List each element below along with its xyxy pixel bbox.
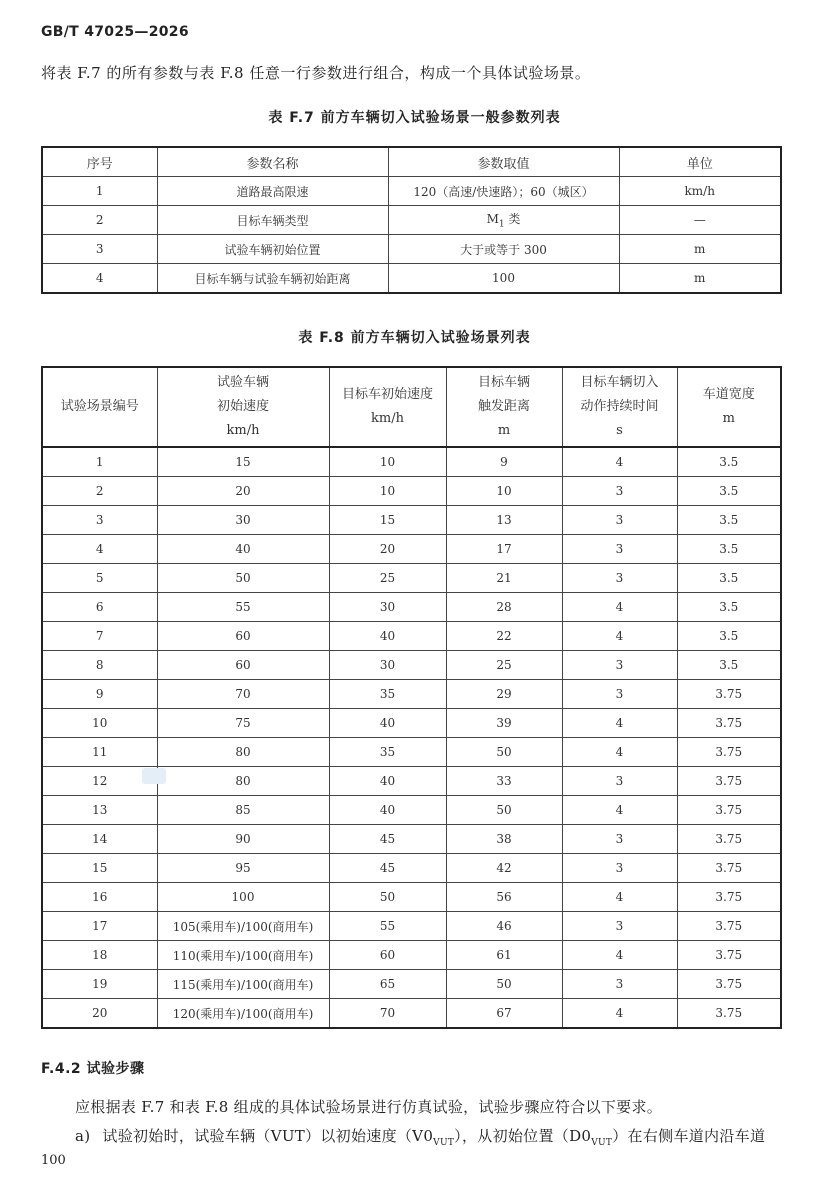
cell-lane-width: 3.75 — [677, 825, 781, 854]
standard-number: GB/T 47025—2026 — [41, 24, 189, 40]
cell-target-speed: 55 — [329, 912, 446, 941]
cell-cutin-duration: 3 — [562, 680, 677, 709]
table-row — [42, 912, 781, 941]
cell-scenario-id: 20 — [42, 999, 157, 1029]
cell-lane-width: 3.75 — [677, 941, 781, 970]
col-header-index: 序号 — [42, 147, 157, 177]
cell-cutin-duration: 3 — [562, 912, 677, 941]
cell-trigger-distance: 33 — [446, 767, 562, 796]
cell-lane-width: 3.75 — [677, 738, 781, 767]
table-f8-caption: 表 F.8 前方车辆切入试验场景列表 — [298, 330, 531, 346]
cell-vut-speed: 80 — [157, 738, 329, 767]
header-unit: m — [497, 423, 511, 438]
cell-target-speed: 20 — [329, 535, 446, 564]
cell-scenario-id: 14 — [42, 825, 157, 854]
table-row — [42, 447, 781, 477]
cell-scenario-id: 12 — [42, 767, 157, 796]
cell-scenario-id: 13 — [42, 796, 157, 825]
cell-target-speed: 50 — [329, 883, 446, 912]
cell-vut-speed: 95 — [157, 854, 329, 883]
cell-target-speed: 10 — [329, 447, 446, 477]
cell-unit: m — [619, 235, 781, 264]
cell-index: 4 — [42, 264, 157, 294]
subscript: VUT — [591, 1138, 613, 1148]
cell-vut-speed: 20 — [157, 477, 329, 506]
cell-vut-speed: 85 — [157, 796, 329, 825]
cell-unit: — — [619, 206, 781, 235]
cell-target-speed: 40 — [329, 767, 446, 796]
table-row — [42, 680, 781, 709]
table-f8 — [41, 366, 782, 1029]
table-row — [42, 622, 781, 651]
cell-cutin-duration: 4 — [562, 941, 677, 970]
intro-paragraph: 将表 F.7 的所有参数与表 F.8 任意一行参数进行组合，构成一个具体试验场景。 — [41, 64, 591, 82]
cell-scenario-id: 6 — [42, 593, 157, 622]
cell-target-speed: 35 — [329, 738, 446, 767]
cell-trigger-distance: 61 — [446, 941, 562, 970]
cell-trigger-distance: 50 — [446, 970, 562, 999]
cell-scenario-id: 11 — [42, 738, 157, 767]
vehicle-class-m: M — [486, 212, 499, 227]
table-row — [42, 709, 781, 738]
cell-vut-speed: 15 — [157, 447, 329, 477]
list-item-label: a) — [75, 1127, 91, 1145]
cell-scenario-id: 18 — [42, 941, 157, 970]
cell-trigger-distance: 56 — [446, 883, 562, 912]
cell-target-speed: 10 — [329, 477, 446, 506]
cell-vut-speed: 115(乘用车)/100(商用车) — [157, 970, 329, 999]
cell-scenario-id: 19 — [42, 970, 157, 999]
cell-vut-speed: 30 — [157, 506, 329, 535]
table-row — [42, 825, 781, 854]
vehicle-class-suffix: 类 — [504, 212, 521, 227]
cell-lane-width: 3.75 — [677, 854, 781, 883]
table-row — [42, 651, 781, 680]
section-title: F.4.2 试验步骤 — [41, 1061, 145, 1077]
cell-lane-width: 3.75 — [677, 796, 781, 825]
cell-target-speed: 40 — [329, 796, 446, 825]
cell-vut-speed: 90 — [157, 825, 329, 854]
cell-target-speed: 15 — [329, 506, 446, 535]
cell-scenario-id: 4 — [42, 535, 157, 564]
col-header-trigger-distance — [446, 367, 562, 447]
cell-vut-speed: 105(乘用车)/100(商用车) — [157, 912, 329, 941]
col-header-scenario-id — [42, 367, 157, 447]
cell-trigger-distance: 25 — [446, 651, 562, 680]
table-row — [42, 206, 781, 235]
cell-cutin-duration: 3 — [562, 506, 677, 535]
cell-scenario-id: 1 — [42, 447, 157, 477]
cell-cutin-duration: 3 — [562, 825, 677, 854]
cell-lane-width: 3.75 — [677, 883, 781, 912]
cell-index: 1 — [42, 177, 157, 206]
cell-vut-speed: 50 — [157, 564, 329, 593]
table-row — [42, 883, 781, 912]
cell-vut-speed: 60 — [157, 651, 329, 680]
cell-cutin-duration: 3 — [562, 477, 677, 506]
cell-cutin-duration: 4 — [562, 709, 677, 738]
cell-cutin-duration: 3 — [562, 970, 677, 999]
cell-trigger-distance: 13 — [446, 506, 562, 535]
cell-lane-width: 3.5 — [677, 651, 781, 680]
table-row — [42, 535, 781, 564]
header-text: 动作持续时间 — [580, 399, 659, 414]
table-row — [42, 477, 781, 506]
cell-scenario-id: 2 — [42, 477, 157, 506]
cell-lane-width: 3.5 — [677, 477, 781, 506]
paragraph: 应根据表 F.7 和表 F.8 组成的具体试验场景进行仿真试验，试验步骤应符合以下要求。 — [75, 1098, 663, 1116]
cell-vut-speed: 60 — [157, 622, 329, 651]
cell-lane-width: 3.75 — [677, 767, 781, 796]
table-row — [42, 564, 781, 593]
cell-vut-speed: 100 — [157, 883, 329, 912]
cell-trigger-distance: 38 — [446, 825, 562, 854]
cell-target-speed: 25 — [329, 564, 446, 593]
cell-scenario-id: 17 — [42, 912, 157, 941]
header-text: 试验场景编号 — [60, 399, 139, 414]
header-text: 目标车辆切入 — [580, 375, 659, 390]
cell-trigger-distance: 67 — [446, 999, 562, 1029]
table-row — [42, 593, 781, 622]
cell-target-speed: 65 — [329, 970, 446, 999]
cell-target-speed: 40 — [329, 622, 446, 651]
header-text: 车道宽度 — [702, 387, 755, 402]
cell-param-value — [388, 206, 619, 235]
cell-trigger-distance: 28 — [446, 593, 562, 622]
cell-cutin-duration: 4 — [562, 447, 677, 477]
cell-param-value: 120（高速/快速路）；60（城区） — [388, 177, 619, 206]
list-item-text: ），从初始位置（D0 — [454, 1127, 592, 1145]
cell-cutin-duration: 4 — [562, 796, 677, 825]
cell-cutin-duration: 3 — [562, 767, 677, 796]
cell-scenario-id: 3 — [42, 506, 157, 535]
col-header-unit: 单位 — [619, 147, 781, 177]
cell-vut-speed: 120(乘用车)/100(商用车) — [157, 999, 329, 1029]
vehicle-class-subscript: 1 — [498, 219, 505, 230]
cell-target-speed: 30 — [329, 593, 446, 622]
cell-vut-speed: 40 — [157, 535, 329, 564]
cell-trigger-distance: 29 — [446, 680, 562, 709]
cell-scenario-id: 7 — [42, 622, 157, 651]
cell-target-speed: 60 — [329, 941, 446, 970]
cell-trigger-distance: 17 — [446, 535, 562, 564]
cell-scenario-id: 8 — [42, 651, 157, 680]
cell-target-speed: 30 — [329, 651, 446, 680]
cell-vut-speed: 55 — [157, 593, 329, 622]
cell-unit: m — [619, 264, 781, 294]
cell-unit: km/h — [619, 177, 781, 206]
cell-lane-width: 3.75 — [677, 970, 781, 999]
list-item-text: ）在右侧车道内沿车道 — [612, 1127, 766, 1145]
cell-cutin-duration: 3 — [562, 535, 677, 564]
cell-lane-width: 3.75 — [677, 999, 781, 1029]
cell-lane-width: 3.5 — [677, 535, 781, 564]
cell-cutin-duration: 4 — [562, 593, 677, 622]
header-unit: s — [616, 423, 623, 438]
cell-lane-width: 3.5 — [677, 622, 781, 651]
cell-lane-width: 3.75 — [677, 680, 781, 709]
cell-scenario-id: 5 — [42, 564, 157, 593]
cell-param-name: 道路最高限速 — [157, 177, 388, 206]
col-header-lane-width — [677, 367, 781, 447]
cell-trigger-distance: 21 — [446, 564, 562, 593]
cell-target-speed: 35 — [329, 680, 446, 709]
cell-scenario-id: 15 — [42, 854, 157, 883]
cell-lane-width: 3.5 — [677, 447, 781, 477]
cell-lane-width: 3.5 — [677, 593, 781, 622]
cell-trigger-distance: 50 — [446, 738, 562, 767]
cell-scenario-id: 16 — [42, 883, 157, 912]
cell-param-name: 目标车辆与试验车辆初始距离 — [157, 264, 388, 294]
cell-scenario-id: 10 — [42, 709, 157, 738]
cell-cutin-duration: 4 — [562, 883, 677, 912]
cell-trigger-distance: 46 — [446, 912, 562, 941]
cell-target-speed: 70 — [329, 999, 446, 1029]
table-row — [42, 854, 781, 883]
table-row — [42, 970, 781, 999]
table-f7-caption: 表 F.7 前方车辆切入试验场景一般参数列表 — [268, 110, 561, 126]
table-f7 — [41, 146, 782, 294]
col-header-cutin-duration — [562, 367, 677, 447]
page-number: 100 — [41, 1153, 66, 1168]
col-header-param-name: 参数名称 — [157, 147, 388, 177]
cell-vut-speed: 75 — [157, 709, 329, 738]
cell-trigger-distance: 39 — [446, 709, 562, 738]
cell-lane-width: 3.75 — [677, 912, 781, 941]
cell-index: 2 — [42, 206, 157, 235]
table-row — [42, 941, 781, 970]
cell-target-speed: 45 — [329, 825, 446, 854]
table-row — [42, 796, 781, 825]
cell-vut-speed: 70 — [157, 680, 329, 709]
cell-cutin-duration: 4 — [562, 738, 677, 767]
cell-lane-width: 3.75 — [677, 709, 781, 738]
table-row — [42, 506, 781, 535]
header-text: 初始速度 — [216, 399, 269, 414]
table-row — [42, 177, 781, 206]
cell-cutin-duration: 3 — [562, 854, 677, 883]
cell-trigger-distance: 22 — [446, 622, 562, 651]
cell-vut-speed: 110(乘用车)/100(商用车) — [157, 941, 329, 970]
col-header-vut-speed — [157, 367, 329, 447]
col-header-target-speed — [329, 367, 446, 447]
table-row — [42, 264, 781, 294]
col-header-param-value: 参数取值 — [388, 147, 619, 177]
cell-index: 3 — [42, 235, 157, 264]
cell-scenario-id: 9 — [42, 680, 157, 709]
cell-trigger-distance: 10 — [446, 477, 562, 506]
cell-cutin-duration: 4 — [562, 999, 677, 1029]
cell-target-speed: 45 — [329, 854, 446, 883]
cell-cutin-duration: 3 — [562, 564, 677, 593]
cell-param-name: 试验车辆初始位置 — [157, 235, 388, 264]
cell-lane-width: 3.5 — [677, 564, 781, 593]
cell-param-value: 100 — [388, 264, 619, 294]
cell-trigger-distance: 42 — [446, 854, 562, 883]
header-text: 触发距离 — [477, 399, 530, 414]
cell-vut-speed: 80 — [157, 767, 329, 796]
subscript: VUT — [433, 1138, 455, 1148]
watermark-mark — [142, 768, 166, 784]
list-item-a — [75, 1125, 765, 1148]
cell-cutin-duration: 4 — [562, 622, 677, 651]
table-f8-body — [42, 447, 781, 1028]
cell-trigger-distance: 9 — [446, 447, 562, 477]
header-text: 目标车辆 — [477, 375, 530, 390]
table-row — [42, 738, 781, 767]
table-header-row — [42, 147, 781, 177]
header-unit: km/h — [226, 423, 260, 438]
list-item-text: 试验初始时，试验车辆（VUT）以初始速度（V0 — [102, 1127, 434, 1145]
table-header-row — [42, 367, 781, 447]
cell-param-name: 目标车辆类型 — [157, 206, 388, 235]
table-row — [42, 999, 781, 1029]
cell-lane-width: 3.5 — [677, 506, 781, 535]
header-text: 目标车初始速度 — [341, 387, 433, 402]
cell-target-speed: 40 — [329, 709, 446, 738]
cell-trigger-distance: 50 — [446, 796, 562, 825]
header-unit: m — [722, 411, 735, 426]
cell-cutin-duration: 3 — [562, 651, 677, 680]
header-unit: km/h — [371, 411, 404, 426]
cell-param-value: 大于或等于 300 — [388, 235, 619, 264]
header-text: 试验车辆 — [216, 375, 269, 390]
table-row — [42, 235, 781, 264]
